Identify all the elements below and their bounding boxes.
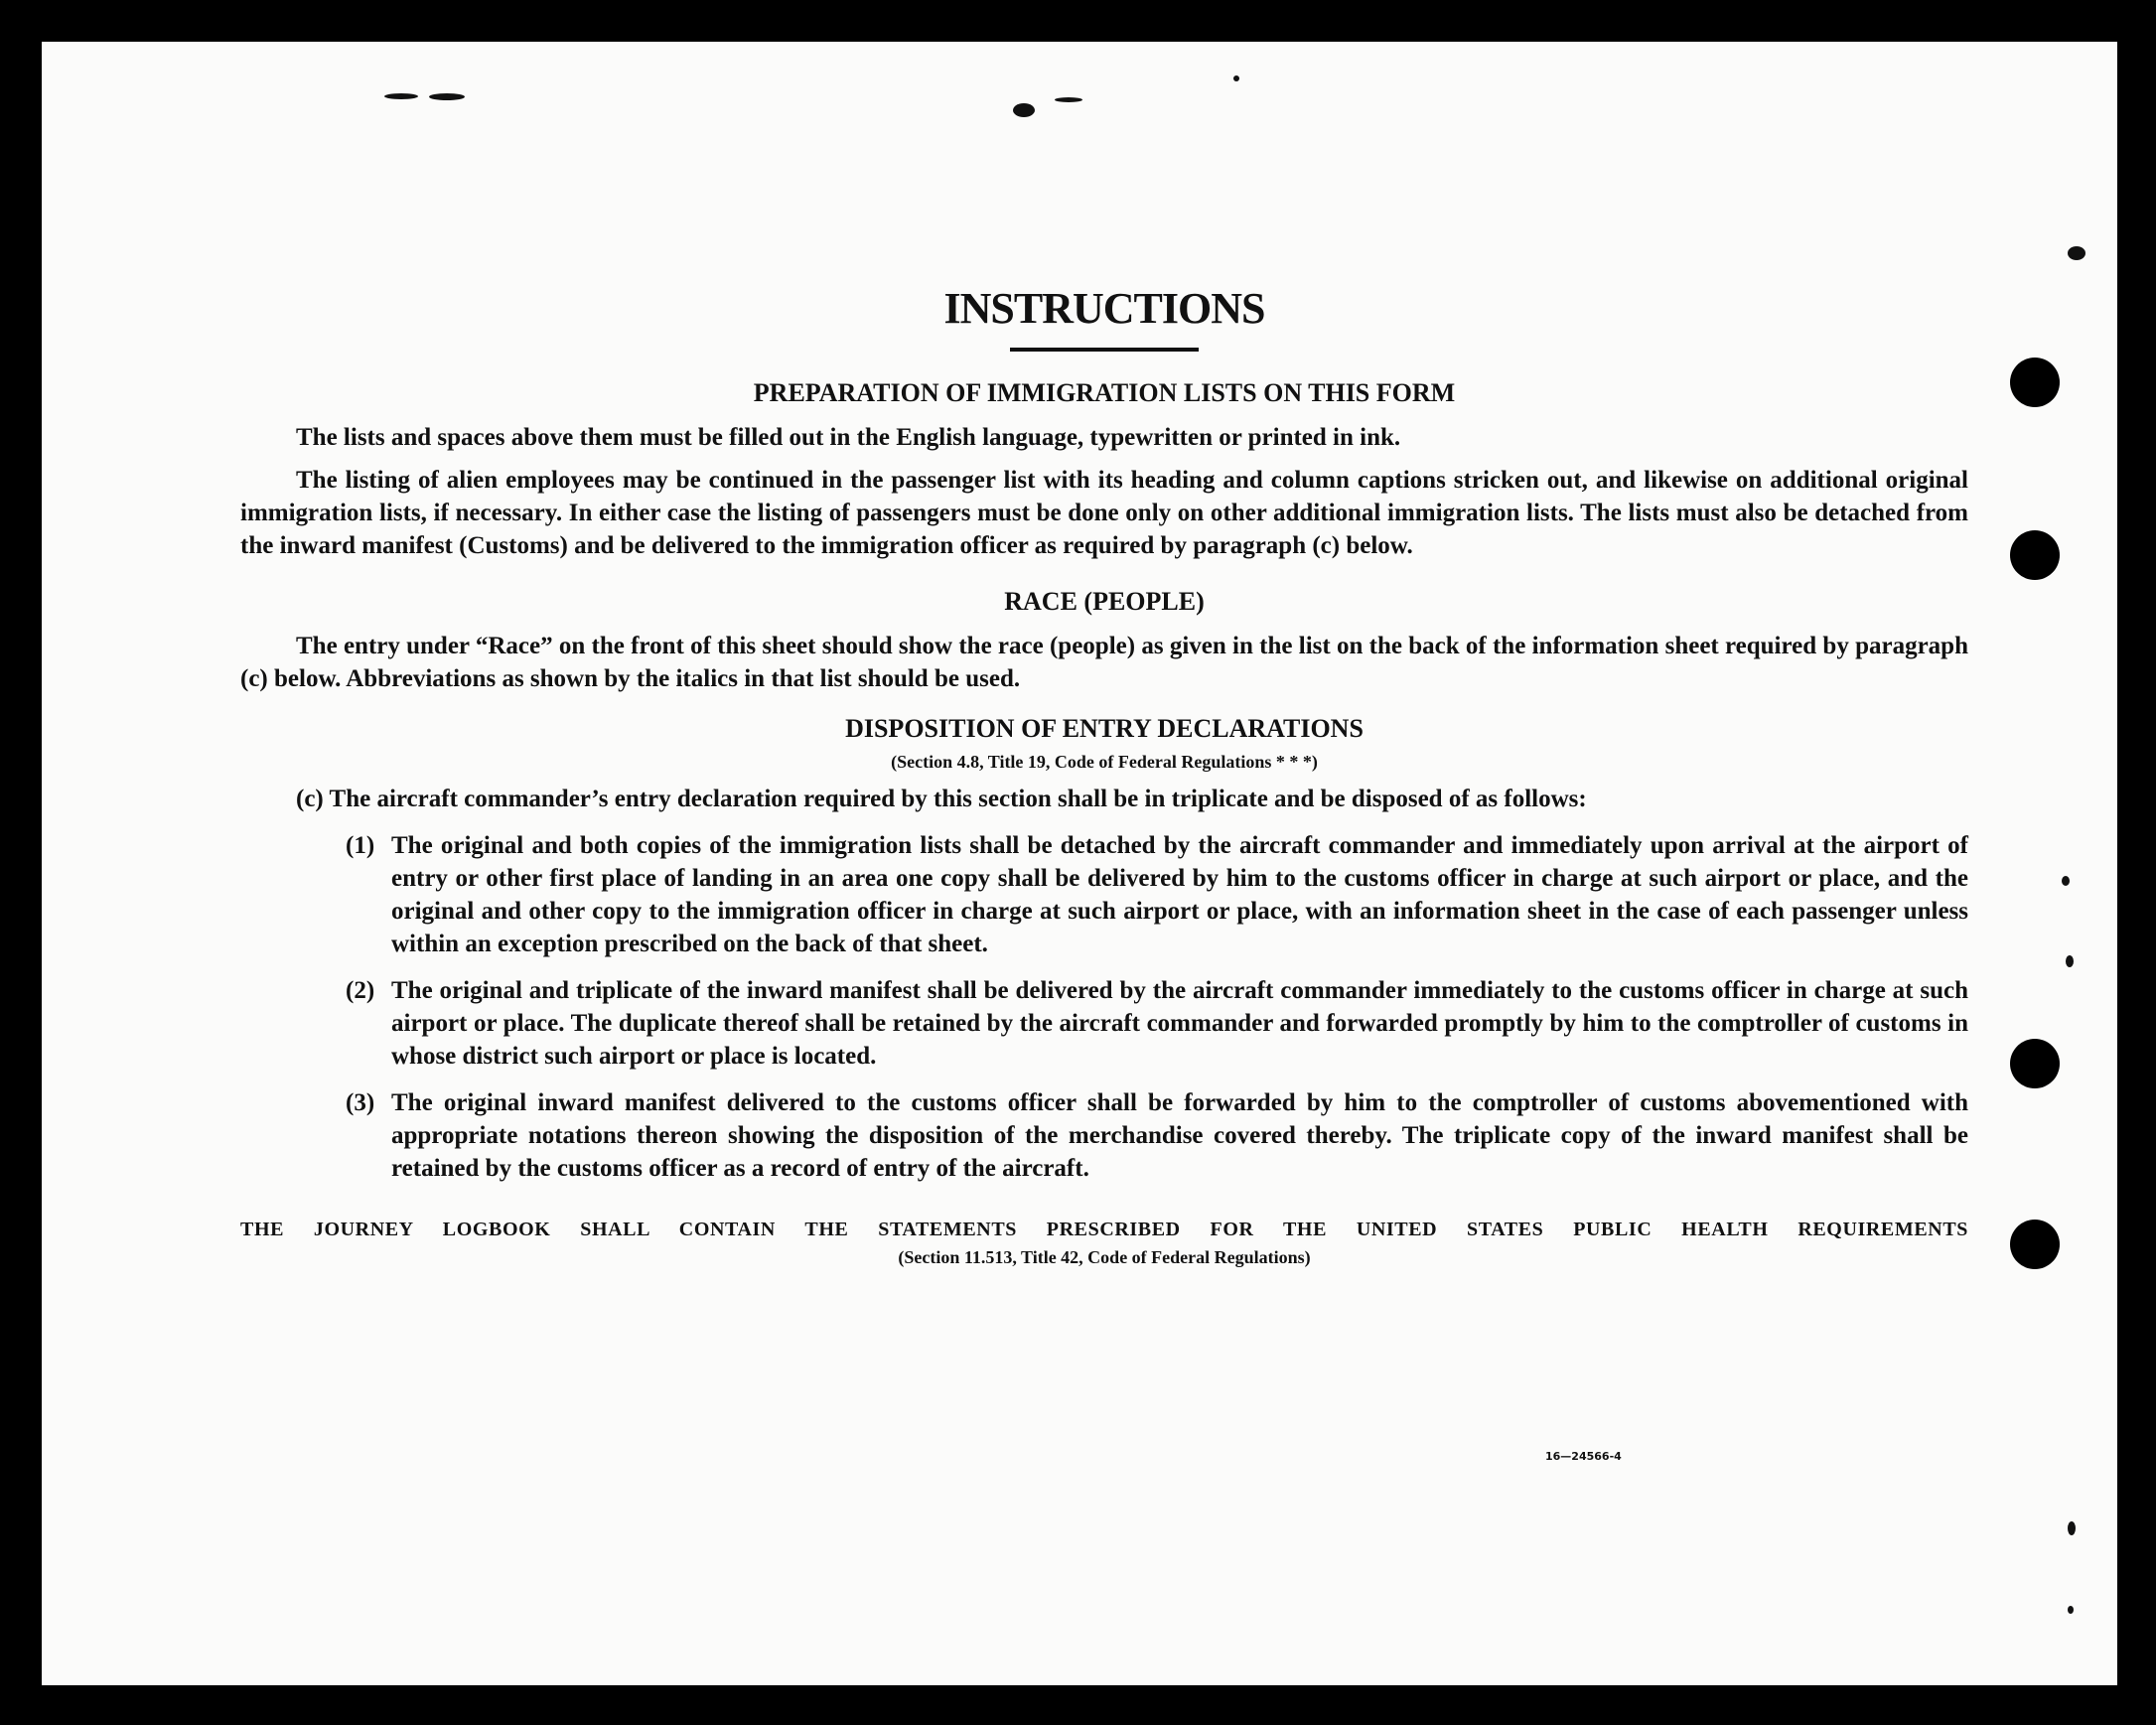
scan-speck (429, 93, 465, 100)
item-number: (2) (346, 977, 375, 1004)
punch-hole (2010, 1039, 2060, 1088)
scan-speck (1013, 103, 1035, 117)
section-heading-disposition: DISPOSITION OF ENTRY DECLARATIONS (845, 714, 1364, 743)
disposition-intro: (c) The aircraft commander’s entry declaration required by this section shall be in triplicate and be disposed of as follows: (296, 786, 1587, 812)
health-requirements-statement: THE JOURNEY LOGBOOK SHALL CONTAIN THE STATEMENTS PRESCRIBED FOR THE UNITED STATES PUBLIC HEALTH REQUIREMENTS (240, 1219, 1968, 1240)
preparation-paragraph-1: The lists and spaces above them must be filled out in the English language, typewritten or printed in ink. (296, 424, 1401, 451)
scan-speck (2068, 1606, 2074, 1614)
scan-speck (2068, 1521, 2076, 1535)
document-page (42, 42, 2117, 1685)
page-title: INSTRUCTIONS (943, 284, 1265, 333)
scan-speck (2062, 876, 2070, 886)
punch-hole (2010, 358, 2060, 407)
form-number: 16—24566-4 (1545, 1450, 1622, 1463)
title-underline (1010, 348, 1199, 352)
punch-hole (2010, 530, 2060, 580)
section-heading-preparation: PREPARATION OF IMMIGRATION LISTS ON THIS FORM (753, 378, 1456, 407)
health-requirements-citation: (Section 11.513, Title 42, Code of Federal Regulations) (898, 1247, 1311, 1267)
item-number: (1) (346, 832, 375, 859)
scan-speck (1233, 75, 1239, 81)
disposition-item-1 (346, 829, 1968, 960)
punch-hole (2010, 1220, 2060, 1269)
item-text: The original and triplicate of the inward manifest shall be delivered by the aircraft commander immediately to the customs officer in charge at such airport or place. The duplicate thereof shall be retained by the aircraft commander and forwarded promptly by him to the comptroller of customs in whose district such airport or place is located. (391, 977, 1968, 1070)
item-text: The original inward manifest delivered to the customs officer shall be forwarded by him to the comptroller of customs abovementioned with appropriate notations thereon showing the disposition of the merchandise covered thereby. The triplicate copy of the inward manifest shall be retained by the customs officer as a record of entry of the aircraft. (391, 1089, 1968, 1182)
disposition-item-3 (346, 1086, 1968, 1185)
race-paragraph: The entry under “Race” on the front of this sheet should show the race (people) as given in the list on the back of the information sheet required by paragraph (c) below. Abbreviations as shown by the italics in that list should be used. (240, 633, 1968, 692)
scan-speck (2068, 246, 2085, 260)
preparation-paragraph-2: The listing of alien employees may be continued in the passenger list with its heading and column captions stricken out, and likewise on additional original immigration lists, if necessary. In either case the listing of passengers must be done only on other additional immigration lists. The lists must also be detached from the inward manifest (Customs) and be delivered to the immigration officer as required by paragraph (c) below. (240, 467, 1968, 559)
scan-speck (1055, 97, 1082, 102)
disposition-citation: (Section 4.8, Title 19, Code of Federal Regulations * * *) (891, 752, 1318, 772)
item-number: (3) (346, 1089, 375, 1116)
scan-speck (2066, 955, 2074, 967)
section-heading-race: RACE (PEOPLE) (1004, 587, 1205, 616)
disposition-item-2 (346, 974, 1968, 1073)
scan-speck (384, 93, 418, 99)
instructions-content (240, 282, 1968, 1270)
item-text: The original and both copies of the immigration lists shall be detached by the aircraft commander and immediately upon arrival at the airport of entry or other first place of landing in an area one copy shall be delivered by him to the customs officer in charge at such airport or place, and the original and other copy to the immigration officer in charge at such airport or place, with an information sheet in the case of each passenger unless within an exception prescribed on the back of that sheet. (391, 832, 1968, 957)
